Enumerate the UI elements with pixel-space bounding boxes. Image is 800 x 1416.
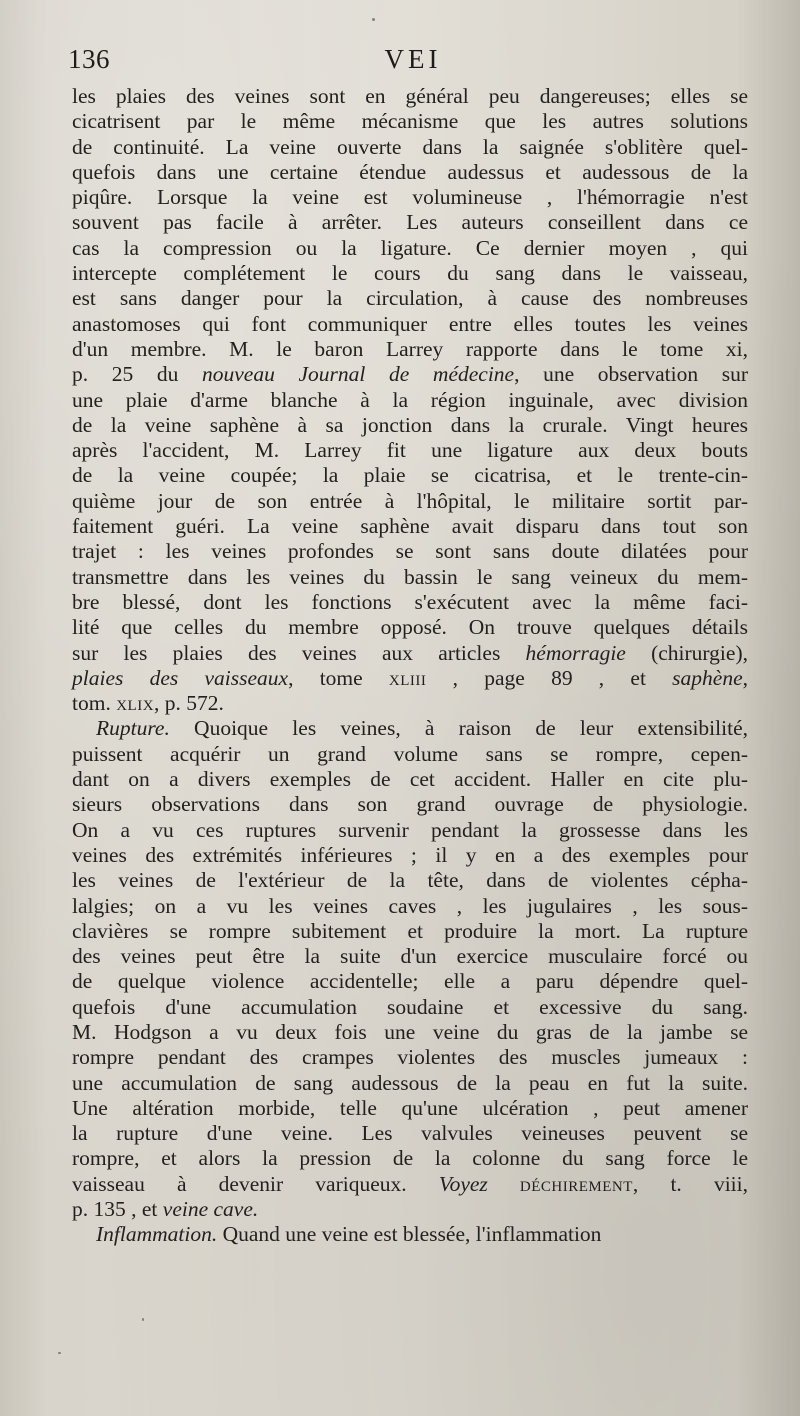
text-run: sur les plaies des veines aux articles <box>72 640 526 665</box>
scan-speck <box>58 1352 61 1354</box>
text-run: les plaies des veines sont en général peu dangereuses; elles se <box>72 84 748 108</box>
text-line <box>72 463 748 488</box>
text-line <box>72 1020 748 1045</box>
italic-text: Inflammation. <box>96 1222 218 1247</box>
text-line <box>72 261 748 286</box>
text-run: anastomoses qui font communiquer entre elles toutes les veines <box>72 311 748 336</box>
text-line <box>72 590 748 615</box>
text-run: de continuité. La veine ouverte dans la saignée s'oblitère quel- <box>72 134 748 159</box>
text-run: , t. viii, <box>632 1171 748 1196</box>
text-run: des veines peut être la suite d'un exercice musculaire forcé ou <box>72 944 748 969</box>
text-run: , tome <box>288 665 389 690</box>
text-line <box>72 236 748 261</box>
text-line <box>72 160 748 185</box>
text-run: de la veine coupée; la plaie se cicatrisa, et le trente-cin- <box>72 463 748 488</box>
text-line <box>72 666 748 691</box>
text-run: Quand une veine est blessée, l'inflammation <box>217 1222 602 1247</box>
scan-speck <box>142 1318 144 1321</box>
text-run: cicatrisent par le même mécanisme que les autres solutions <box>72 109 748 134</box>
text-run: trajet : les veines profondes se sont sans doute dilatées pour <box>72 539 748 564</box>
text-line <box>72 109 748 134</box>
text-line <box>72 716 748 741</box>
text-line <box>72 1071 748 1096</box>
scan-speck <box>372 18 375 21</box>
text-run: lité que celles du membre opposé. On trouve quelques détails <box>72 615 748 640</box>
text-line <box>72 615 748 640</box>
text-run: intercepte complétement le cours du sang dans le vaisseau, <box>72 261 748 286</box>
text-run: de la veine saphène à sa jonction dans la crurale. Vingt heures <box>72 412 748 437</box>
text-line <box>72 514 748 539</box>
text-run: sieurs observations dans son grand ouvrage de physiologie. <box>72 792 748 817</box>
text-line <box>72 995 748 1020</box>
text-run: , une observation sur <box>514 362 748 387</box>
page-header <box>68 44 758 84</box>
italic-text: Voyez <box>438 1171 488 1196</box>
text-run: clavières se rompre subitement et produire la mort. La rupture <box>72 918 748 943</box>
italic-text: nouveau Journal de médecine <box>202 362 515 387</box>
text-run: souvent pas facile à arrêter. Les auteurs conseillent dans ce <box>72 210 748 235</box>
text-line <box>72 1172 748 1197</box>
text-line <box>72 312 748 337</box>
text-line <box>72 969 748 994</box>
text-line <box>72 489 748 514</box>
text-run: une accumulation de sang audessous de la peau en fut la suite. <box>72 1070 748 1095</box>
page-number: 136 <box>68 44 110 74</box>
text-run: est sans danger pour la circulation, à cause des nombreuses <box>72 286 748 311</box>
text-line <box>72 641 748 666</box>
text-run: les veines de l'extérieur de la tête, dans de violentes cépha- <box>72 868 748 893</box>
text-line <box>72 84 748 109</box>
text-run: (chirurgie), <box>625 640 748 665</box>
text-line <box>72 135 748 160</box>
text-run: après l'accident, M. Larrey fit une ligature aux deux bouts <box>72 438 748 463</box>
running-head: VEI <box>384 44 442 74</box>
text-line <box>72 362 748 387</box>
text-line <box>72 1197 748 1222</box>
text-run: d'un membre. M. le baron Larrey rapporte dans le tome xi, <box>72 336 748 361</box>
text-run: quefois dans une certaine étendue audessus et audessous de la <box>72 159 748 184</box>
text-run: p. 135 , et <box>72 1197 163 1222</box>
text-line <box>72 919 748 944</box>
text-run: de quelque violence accidentelle; elle a paru dépendre quel- <box>72 969 748 994</box>
text-line <box>72 944 748 969</box>
text-line <box>72 1146 748 1171</box>
text-run: vaisseau à devenir variqueux. <box>72 1171 439 1196</box>
body-text <box>72 84 748 1248</box>
italic-text: Rupture. <box>96 716 170 741</box>
text-run: cas la compression ou la ligature. Ce dernier moyen , qui <box>72 235 748 260</box>
text-line <box>72 210 748 235</box>
text-line <box>72 1045 748 1070</box>
text-run: , <box>742 665 748 690</box>
text-run: , page 89 , et <box>426 665 673 690</box>
text-line <box>72 438 748 463</box>
text-line <box>72 565 748 590</box>
text-line <box>72 1222 748 1247</box>
text-line <box>72 413 748 438</box>
text-line <box>72 767 748 792</box>
text-run: faitement guéri. La veine saphène avait disparu dans tout son <box>72 514 748 539</box>
text-run: quefois d'une accumulation soudaine et excessive du sang. <box>72 994 748 1019</box>
italic-text: hémorragie <box>525 640 626 665</box>
text-line <box>72 818 748 843</box>
text-run: tom. <box>72 691 117 716</box>
small-caps-text: xliii <box>388 665 427 690</box>
small-caps-text: xlix <box>116 691 155 716</box>
text-run: quième jour de son entrée à l'hôpital, le militaire sortit par- <box>72 488 748 513</box>
text-line <box>72 1121 748 1146</box>
text-run: veines des extrémités inférieures ; il y en a des exemples pour <box>72 842 748 867</box>
text-line <box>72 868 748 893</box>
text-run: transmettre dans les veines du bassin le sang veineux du mem- <box>72 564 748 589</box>
text-run: lalgies; on a vu les veines caves , les jugulaires , les sous- <box>72 893 748 918</box>
text-run: rompre, et alors la pression de la colonne du sang force le <box>72 1146 748 1171</box>
text-line <box>72 792 748 817</box>
italic-text: plaies des vaisseaux <box>72 665 289 690</box>
text-run: p. 25 du <box>72 362 203 387</box>
text-line <box>72 1096 748 1121</box>
text-run: M. Hodgson a vu deux fois une veine du gras de la jambe se <box>72 1019 748 1044</box>
small-caps-text: déchirement <box>519 1171 633 1196</box>
text-run: rompre pendant des crampes violentes des muscles jumeaux : <box>72 1045 748 1070</box>
text-run: Une altération morbide, telle qu'une ulcération , peut amener <box>72 1095 748 1120</box>
text-run: une plaie d'arme blanche à la région inguinale, avec division <box>72 387 748 412</box>
text-run: On a vu ces ruptures survenir pendant la grossesse dans les <box>72 817 748 842</box>
text-line <box>72 691 748 716</box>
text-run: , p. 572. <box>154 691 224 716</box>
text-run: dant on a divers exemples de cet accident. Haller en cite plu- <box>72 767 748 792</box>
text-line <box>72 286 748 311</box>
italic-text: veine cave. <box>162 1197 259 1222</box>
text-run: Quoique les veines, à raison de leur extensibilité, <box>169 716 748 741</box>
text-run <box>488 1172 520 1196</box>
text-run: piqûre. Lorsque la veine est volumineuse , l'hémorragie n'est <box>72 185 748 210</box>
text-line <box>72 185 748 210</box>
text-line <box>72 337 748 362</box>
text-run: puissent acquérir un grand volume sans se rompre, cepen- <box>72 741 748 766</box>
text-line <box>72 539 748 564</box>
text-line <box>72 894 748 919</box>
text-run: la rupture d'une veine. Les valvules veineuses peuvent se <box>72 1121 748 1146</box>
text-run: bre blessé, dont les fonctions s'exécutent avec la même faci- <box>72 589 748 614</box>
text-line <box>72 742 748 767</box>
text-line <box>72 843 748 868</box>
text-line <box>72 388 748 413</box>
italic-text: saphène <box>672 665 743 690</box>
